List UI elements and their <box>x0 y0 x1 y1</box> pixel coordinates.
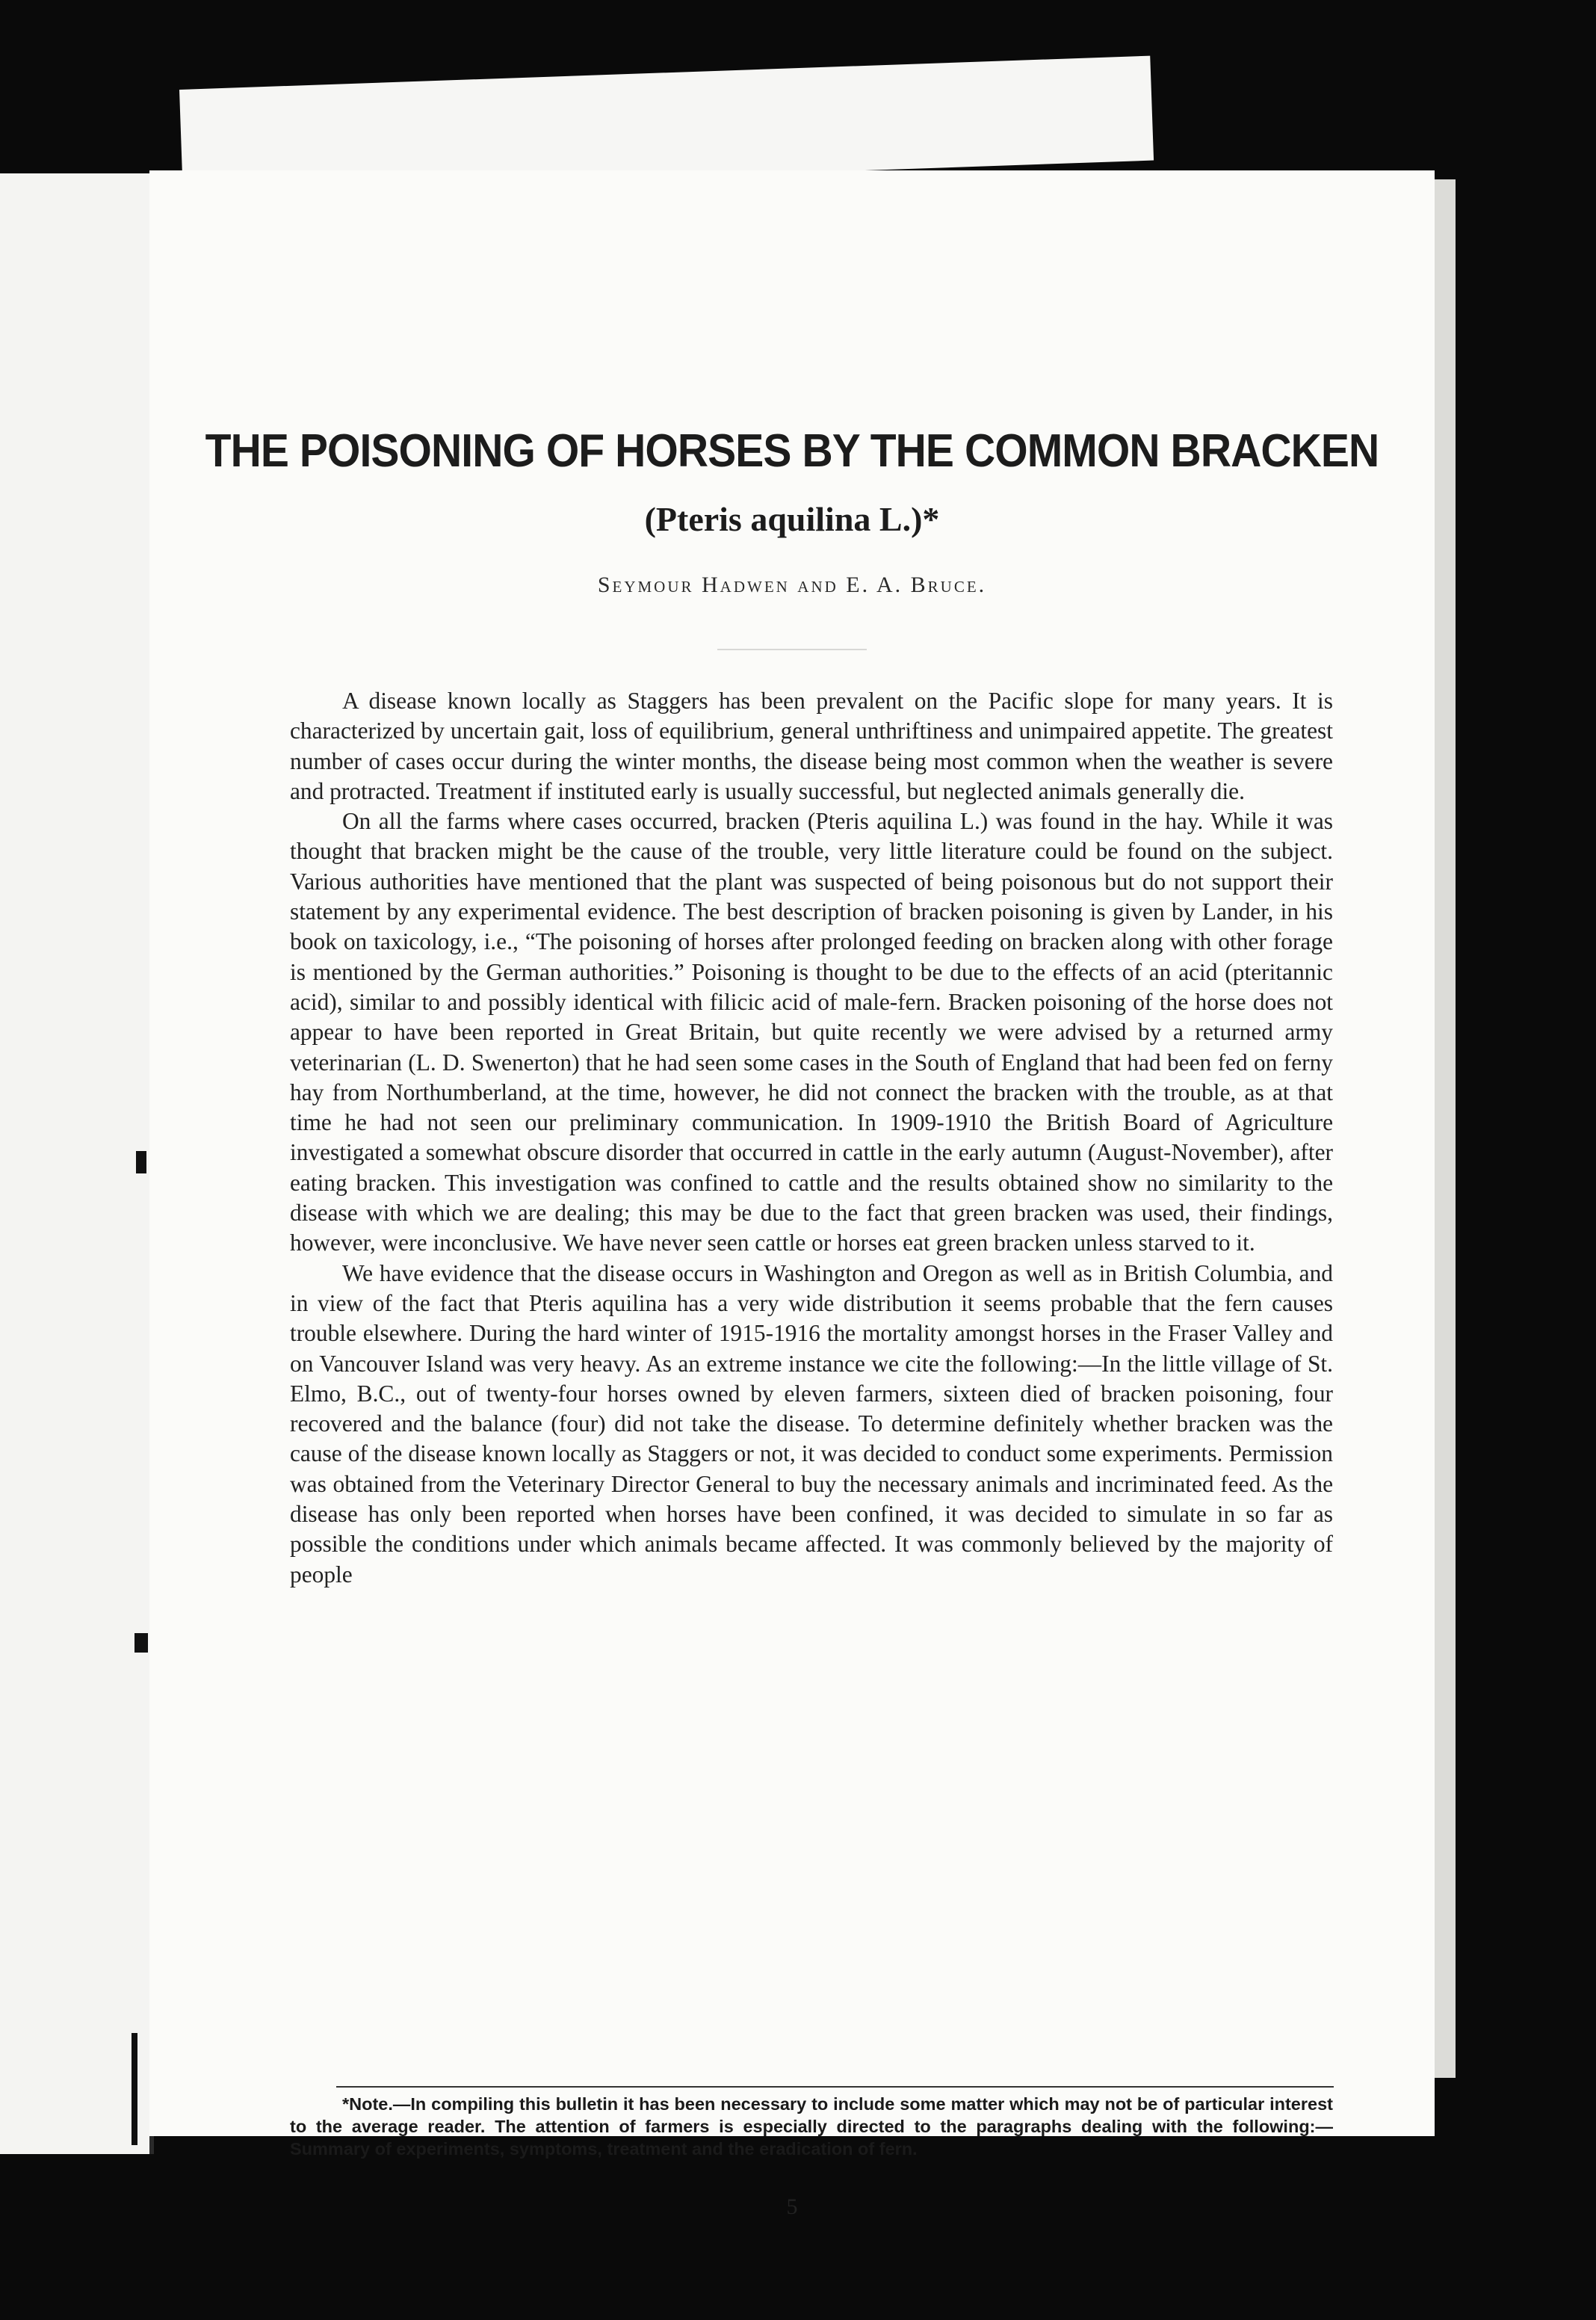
body-paragraph: A disease known locally as Staggers has been prevalent on the Pacific slope for many years. It is characterized by uncertain gait, loss of equilibrium, general unthriftiness and unimpaired appetite. The greatest number of cases occur during the winter months, the disease being most common when the weather is severe and protracted. Treatment if instituted early is usually successful, but neglected animals generally die. <box>290 688 1333 804</box>
article-authors: Seymour Hadwen and E. A. Bruce. <box>597 573 987 597</box>
binding-mark <box>132 2033 137 2145</box>
body-paragraph: We have evidence that the disease occurs in Washington and Oregon as well as in British Columbia, and in view of the fact that Pteris aquilina has a very wide distribution it seems probable that the fern causes trouble elsewhere. During the hard winter of 1915-1916 the mortality amongst horses in the Fraser Valley and on Vancouver Island was very heavy. As an extreme instance we cite the following:—In the little village of St. Elmo, B.C., out of twenty-four horses owned by eleven farmers, sixteen died of bracken poisoning, four recovered and the balance (four) did not take the disease. To determine definitely whether bracken was the cause of the disease known locally as Staggers or not, it was decided to conduct some experiments. Permission was obtained from the Veterinary Director General to buy the necessary animals and incriminated feed. As the disease has only been reported when horses have been confined, it was decided to simulate in so far as possible the conditions under which animals became affected. It was commonly believed by the majority of people <box>290 1259 1333 1588</box>
footnote-text: *Note.—In compiling this bulletin it has been necessary to include some matter which may not be of particular interest to the average reader. The attention of farmers is especially directed to the paragraphs dealing with the following:—Summary of experiments, symptoms, treatment and the eradication of fern. <box>290 2094 1333 2159</box>
article-body <box>290 686 1333 1590</box>
document-page <box>149 170 1435 2219</box>
footnote-divider <box>336 2086 1334 2088</box>
article-subtitle: (Pteris aquilina L.)* <box>644 500 940 538</box>
facing-page-edge <box>0 173 154 2154</box>
article-title: THE POISONING OF HORSES BY THE COMMON BRACKEN <box>205 425 1379 477</box>
binding-mark <box>134 1633 148 1653</box>
binding-mark <box>136 1151 146 1173</box>
footnote <box>290 2093 1333 2160</box>
body-paragraph: On all the farms where cases occurred, bracken (Pteris aquilina L.) was found in the hay. While it was thought that bracken might be the cause of the trouble, very little literature could be found on the subject. Various authorities have mentioned that the plant was suspected of being poisonous but do not support their statement by any experimental evidence. The best description of bracken poisoning is given by Lander, in his book on taxicology, i.e., “The poisoning of horses after prolonged feeding on bracken along with other forage is mentioned by the German authorities.” Poisoning is thought to be due to the effects of an acid (pteritannic acid), similar to and possibly identical with filicic acid of male-fern. Bracken poisoning of the horse does not appear to have been reported in Great Britain, but quite recently we were advised by a returned army veterinarian (L. D. Swenerton) that he had seen some cases in the South of England that had been fed on ferny hay from Northumberland, at the time, however, he did not connect the bracken with the trouble, as at that time he had not seen our preliminary communication. In 1909-1910 the British Board of Agriculture investigated a somewhat obscure disorder that occurred in cattle in the early autumn (August-November), after eating bracken. This investigation was confined to cattle and the results obtained show no similarity to the disease with which we are dealing; this may be due to the fact that green bracken was used, their findings, however, were inconclusive. We have never seen cattle or horses eat green bracken unless starved to it. <box>290 808 1333 1256</box>
page-number: 5 <box>786 2194 798 2219</box>
title-divider <box>717 649 867 650</box>
